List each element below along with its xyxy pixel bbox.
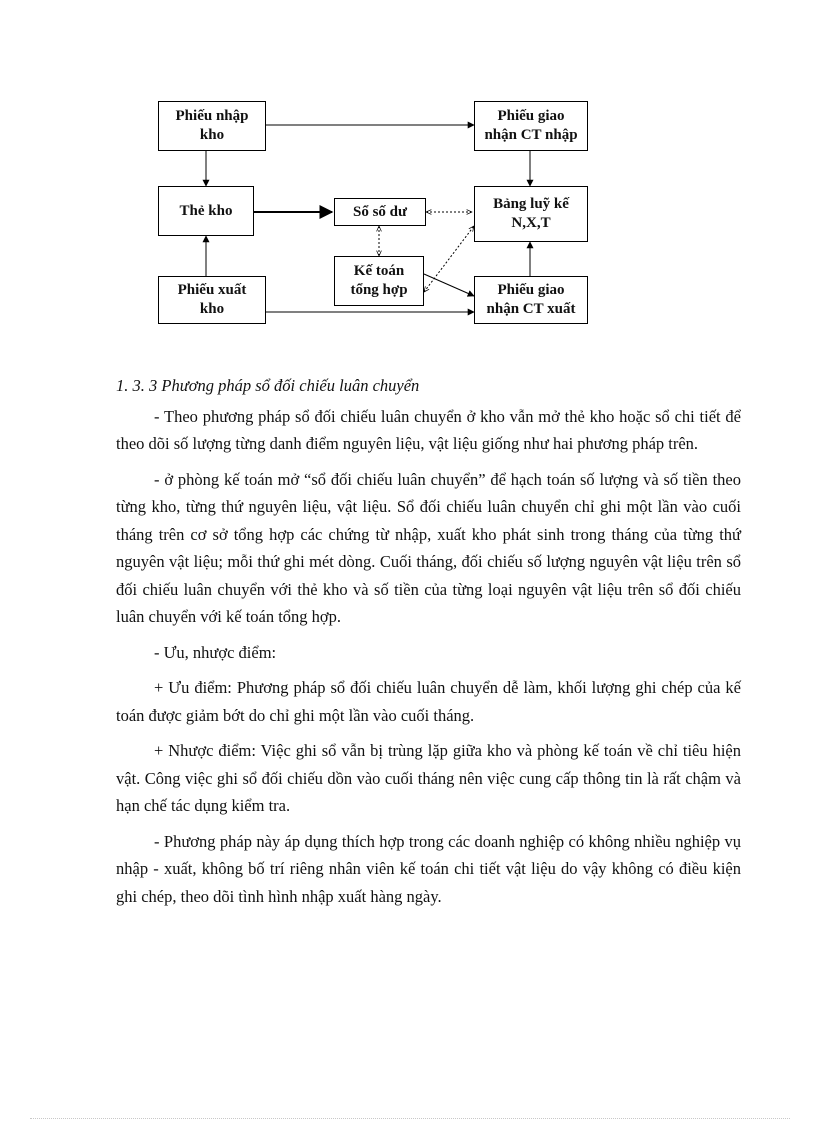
box-line: Phiếu nhập	[175, 108, 249, 124]
box-phieu-giao-nhan-ct-nhap	[474, 101, 588, 151]
box-line: kho	[199, 127, 225, 143]
paragraph: + Nhược điểm: Việc ghi sổ vẫn bị trùng lặp giữa kho và phòng kế toán về chỉ tiêu hiện vật. Công việc ghi sổ đối chiếu dồn vào cuối tháng nên việc cung cấp thông tin là rất chậm và hạn chế tác dụng kiểm tra.	[116, 741, 741, 815]
box-line: Thẻ kho	[179, 202, 233, 219]
box-phieu-giao-nhan-ct-xuat	[474, 276, 588, 324]
box-phieu-xuat-kho	[158, 276, 266, 324]
accounting-flow-diagram	[0, 0, 816, 340]
section-title: 1. 3. 3 Phương pháp sổ đối chiếu luân chuyển	[116, 376, 420, 395]
arrow-ke-toan-to-giao-nhan-xuat	[424, 274, 474, 296]
box-the-kho	[158, 186, 254, 236]
paragraph: - Ưu, nhược điểm:	[154, 642, 277, 662]
box-line: Phiếu giao	[497, 108, 565, 124]
page-footer-rule	[30, 1118, 790, 1119]
paragraph: - ở phòng kế toán mở “sổ đối chiếu luân chuyển” để hạch toán số lượng và số tiền theo từng kho, từng thứ nguyên liệu, vật liệu. Sổ đối chiếu luân chuyển chỉ ghi một lần vào cuối tháng trên cơ sở tổng hợp các chứng từ nhập, xuất kho phát sinh trong tháng của từng thứ nguyên vật liệu; mỗi thứ ghi mét dòng. Cuối tháng, đối chiếu số lượng nguyên vật liệu trên sổ đối chiếu luân chuyển với thẻ kho và số tiền của từng loại nguyên vật liệu trên sổ đối chiếu luân chuyển với kế toán tổng hợp.	[116, 469, 741, 626]
paragraph: + Ưu điểm: Phương pháp sổ đối chiếu luân chuyển dễ làm, khối lượng ghi chép của kế toán được giảm bớt do chỉ ghi một lần vào cuối tháng.	[116, 678, 741, 725]
box-line: kho	[199, 301, 225, 317]
box-line: Bảng luỹ kế	[493, 196, 569, 212]
box-line: Phiếu giao	[497, 282, 565, 298]
box-line: Sổ số dư	[352, 203, 408, 220]
box-bang-luy-ke	[474, 186, 588, 242]
box-line: nhận CT xuất	[486, 301, 576, 317]
box-line: Kế toán	[353, 263, 405, 279]
box-ke-toan-tong-hop	[334, 256, 424, 306]
dotted-ke-toan-bang-luy-ke	[424, 226, 474, 292]
box-so-so-du	[334, 198, 426, 226]
box-phieu-nhap-kho	[158, 101, 266, 151]
box-line: N,X,T	[511, 215, 551, 231]
paragraph: - Theo phương pháp sổ đối chiếu luân chuyển ở kho vẫn mở thẻ kho hoặc sổ chi tiết để theo dõi số lượng từng danh điểm nguyên liệu, vật liệu giống như hai phương pháp trên.	[116, 406, 741, 453]
box-line: nhận CT nhập	[484, 127, 578, 143]
paragraph: - Phương pháp này áp dụng thích hợp trong các doanh nghiệp có không nhiều nghiệp vụ nhập - xuất, không bố trí riêng nhân viên kế toán chi tiết vật liệu do vậy không có điều kiện ghi chép, theo dõi tình hình nhập xuất hàng ngày.	[116, 831, 741, 906]
document-body	[116, 372, 741, 918]
box-line: tổng hợp	[350, 282, 408, 298]
box-line: Phiếu xuất	[177, 282, 247, 298]
